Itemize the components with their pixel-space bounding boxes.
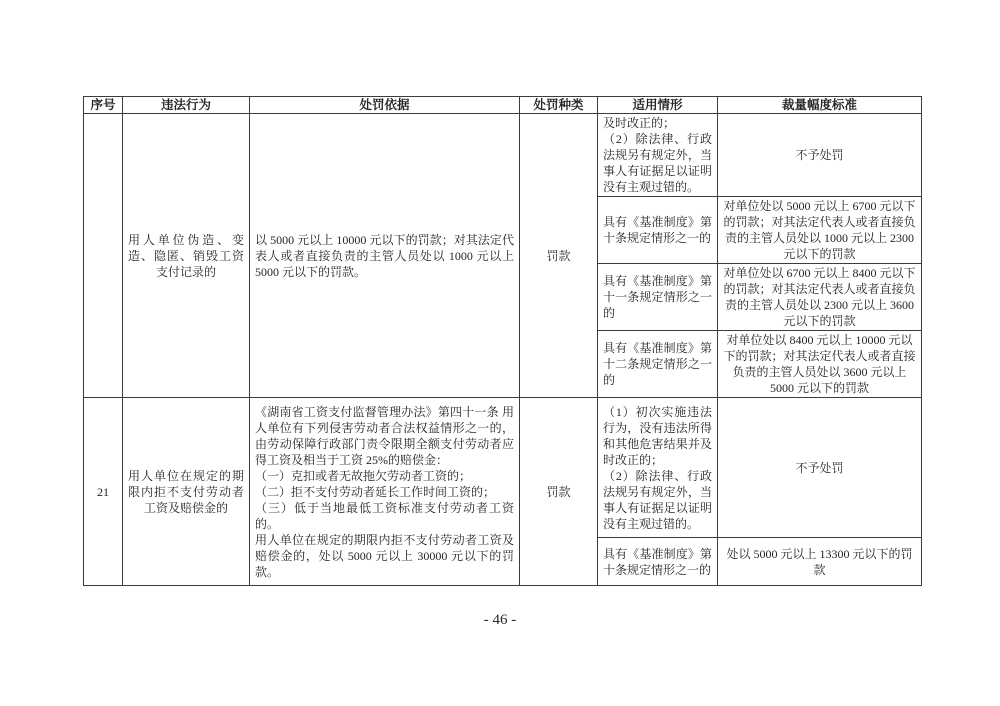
cell-standard: 处以 5000 元以上 13300 元以下的罚款 <box>718 538 922 586</box>
basis-paragraph: （二）拒不支付劳动者延长工作时间工资的； <box>255 484 496 499</box>
cell-situation <box>598 538 718 586</box>
basis-paragraph: 用人单位在规定的期限内拒不支付劳动者工资及赔偿金的，处以 5000 元以上 30000 元以下的罚款。 <box>255 532 514 579</box>
basis-paragraph: 《湖南省工资支付监督管理办法》第四十一条 用人单位有下列侵害劳动者合法权益情形之一的，由劳动保障行政部门责令限期全额支付劳动者应得工资及相当于工资 25%的赔偿金： <box>255 404 514 467</box>
situation-paragraph: （2）除法律、行政法规另有规定外，当事人有证据足以证明没有主观过错的。 <box>603 132 712 194</box>
cell-seq: 21 <box>84 398 123 586</box>
penalty-table <box>83 96 922 586</box>
table-header-row <box>84 97 922 114</box>
basis-paragraph: （一）克扣或者无故拖欠劳动者工资的； <box>255 468 472 483</box>
cell-behavior: 用人单位在规定的期限内拒不支付劳动者工资及赔偿金的 <box>123 398 250 586</box>
cell-situation <box>598 197 718 264</box>
header-standard: 裁量幅度标准 <box>718 97 922 114</box>
cell-standard: 不予处罚 <box>718 114 922 197</box>
header-penalty-type: 处罚种类 <box>520 97 598 114</box>
cell-standard: 不予处罚 <box>718 398 922 538</box>
cell-situation <box>598 331 718 398</box>
basis-paragraph: 以 5000 元以上 10000 元以下的罚款；对其法定代表人或者直接负责的主管人员处以 1000 元以上 5000 元以下的罚款。 <box>255 232 514 279</box>
table-row <box>84 398 922 538</box>
cell-seq <box>84 114 123 398</box>
cell-standard: 对单位处以 6700 元以上 8400 元以下的罚款；对其法定代表人或者直接负责的主管人员处以 2300 元以上 3600 元以下的罚款 <box>718 264 922 331</box>
cell-standard: 对单位处以 5000 元以上 6700 元以下的罚款；对其法定代表人或者直接负责的主管人员处以 1000 元以上 2300 元以下的罚款 <box>718 197 922 264</box>
header-seq: 序号 <box>84 97 123 114</box>
cell-standard: 对单位处以 8400 元以上 10000 元以下的罚款；对其法定代表人或者直接负责的主管人员处以 3600 元以上 5000 元以下的罚款 <box>718 331 922 398</box>
cell-penalty-type: 罚款 <box>520 398 598 586</box>
page-number: - 46 - <box>483 612 517 628</box>
cell-situation <box>598 398 718 538</box>
situation-paragraph: （1）初次实施违法行为，没有违法所得和其他危害结果并及时改正的； <box>603 404 712 467</box>
situation-paragraph: （2）除法律、行政法规另有规定外，当事人有证据足以证明没有主观过错的。 <box>603 468 712 531</box>
cell-situation <box>598 114 718 197</box>
situation-paragraph: 具有《基准制度》第十一条规定情形之一的 <box>603 274 712 320</box>
table-row <box>84 114 922 197</box>
situation-paragraph: 及时改正的； <box>603 116 676 130</box>
header-behavior: 违法行为 <box>123 97 250 114</box>
cell-basis <box>250 398 520 586</box>
cell-behavior: 用人单位伪造、变造、隐匿、销毁工资支付记录的 <box>123 114 250 398</box>
basis-paragraph: （三）低于当地最低工资标准支付劳动者工资的。 <box>255 500 514 531</box>
cell-basis <box>250 114 520 398</box>
situation-paragraph: 具有《基准制度》第十条规定情形之一的 <box>603 546 712 577</box>
header-basis: 处罚依据 <box>250 97 520 114</box>
situation-paragraph: 具有《基准制度》第十二条规定情形之一的 <box>603 341 712 387</box>
situation-paragraph: 具有《基准制度》第十条规定情形之一的 <box>603 215 712 245</box>
header-situation: 适用情形 <box>598 97 718 114</box>
cell-situation <box>598 264 718 331</box>
cell-penalty-type: 罚款 <box>520 114 598 398</box>
